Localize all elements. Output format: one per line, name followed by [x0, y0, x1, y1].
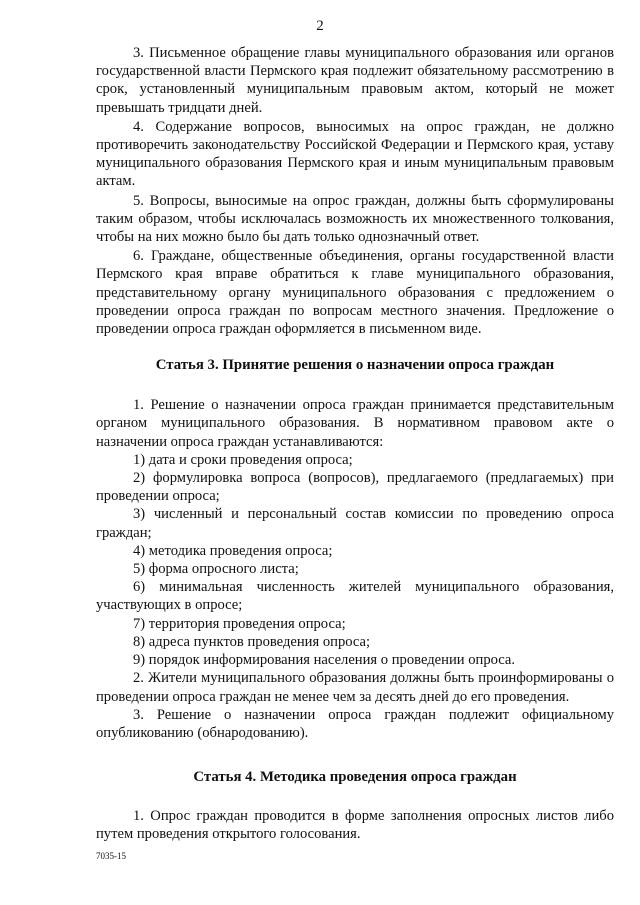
- list-item: 7) территория проведения опроса;: [133, 615, 346, 632]
- document-code: 7035-15: [96, 851, 126, 861]
- list-item: 2) формулировка вопроса (вопросов), предлагаемого (предлагаемых) при проведении опроса;: [96, 470, 614, 505]
- article-3-paragraph-3: 3. Решение о назначении опроса граждан подлежит официальному опубликованию (обнародованию).: [96, 706, 614, 741]
- article-3-intro: 1. Решение о назначении опроса граждан принимается представительным органом муниципального образования. В нормативном правовом акте о назначении опроса граждан устанавливаются:: [96, 397, 614, 450]
- list-item: 4) методика проведения опроса;: [133, 542, 333, 559]
- list-item: 6) минимальная численность жителей муниципального образования, участвующих в опросе;: [96, 579, 614, 614]
- article-4-heading: Статья 4. Методика проведения опроса граждан: [193, 769, 517, 786]
- list-item: 1) дата и сроки проведения опроса;: [133, 451, 353, 468]
- list-item: 3) численный и персональный состав комиссии по проведению опроса граждан;: [96, 506, 614, 541]
- article-3-list: [96, 451, 614, 669]
- article-3-heading: Статья 3. Принятие решения о назначении опроса граждан: [155, 357, 555, 374]
- list-item: 8) адреса пунктов проведения опроса;: [133, 633, 371, 650]
- paragraph-4: 4. Содержание вопросов, выносимых на опрос граждан, не должно противоречить законодательству Российской Федерации и Пермского края, уставу муниципального образования Пермского края и иным муниципальным правовым актам.: [96, 118, 614, 190]
- page-number: 2: [316, 18, 324, 34]
- paragraph-5: 5. Вопросы, выносимые на опрос граждан, должны быть сформулированы таким образом, чтобы исключалась возможность их множественного толкования, чтобы на них можно было бы дать только однозначный ответ.: [96, 192, 614, 246]
- document-body: [96, 44, 614, 844]
- paragraph-3: 3. Письменное обращение главы муниципального образования или органов государственной власти Пермского края подлежит обязательному рассмотрению в срок, установленный муниципальным правовым актом, который не может превышать тридцати дней.: [96, 45, 614, 116]
- list-item: 5) форма опросного листа;: [133, 561, 299, 578]
- paragraph-6: 6. Граждане, общественные объединения, органы государственной власти Пермского края вправе обратиться к главе муниципального образования, представительному органу муниципального образования с предложением о проведении опроса граждан по вопросам местного значения. Предложение о проведении опроса граждан оформляется в письменном виде.: [96, 248, 614, 338]
- article-3-paragraph-2: 2. Жители муниципального образования должны быть проинформированы о проведении опроса граждан не менее чем за десять дней до его проведения.: [96, 670, 614, 705]
- article-4-paragraph-1: 1. Опрос граждан проводится в форме заполнения опросных листов либо путем проведения открытого голосования.: [96, 808, 614, 843]
- list-item: 9) порядок информирования населения о проведении опроса.: [133, 652, 516, 669]
